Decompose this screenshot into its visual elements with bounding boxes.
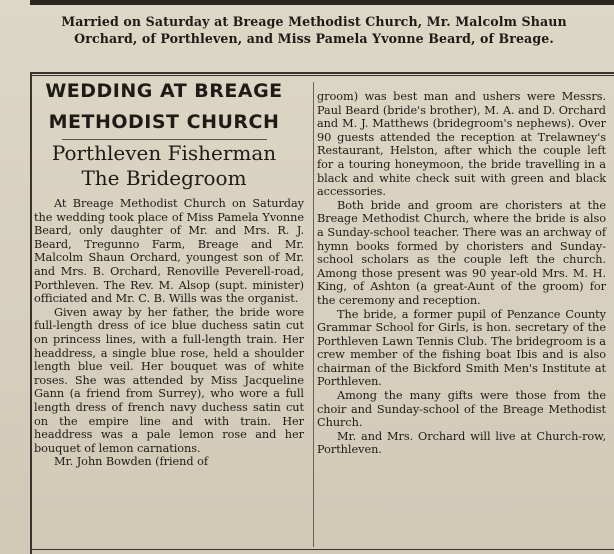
photo-caption: Married on Saturday at Breage Methodist Church, Mr. Malcolm Shaun Orchard, of Porthleven, and Miss Pamela Yvonne Beard, of Breage.	[61, 14, 567, 46]
column-divider	[313, 82, 314, 547]
subhead-line-1: Porthleven Fisherman	[51, 141, 277, 165]
subhead-line-2: The Bridegroom	[81, 166, 247, 190]
article-subheading	[35, 141, 293, 191]
headline-line-2: METHODIST CHURCH	[48, 111, 280, 133]
right-column	[317, 90, 606, 457]
left-paragraph-3: Mr. John Bowden (friend of	[54, 455, 209, 469]
top-border	[30, 0, 614, 5]
left-paragraph-2: Given away by her father, the bride wore full-length dress of ice blue duchess satin cut on princess lines, with a full-length train. Her headdress, a single blue rose, held a shoulder length blue veil. Her bouquet was of white roses. She was attended by Miss Jacqueline Gann (a friend from Surrey), who wore a full length dress of french navy duchess satin cut on the empire line and with train. Her headdress was a pale lemon rose and her bouquet of lemon carnations.	[34, 305, 304, 455]
left-paragraph-1: At Breage Methodist Church on Saturday the wedding took place of Miss Pamela Yvonne Beard, only daughter of Mr. and Mrs. R. J. Beard, Tregunno Farm, Breage and Mr. Malcolm Shaun Orchard, youngest son of Mr. and Mrs. B. Orchard, Renoville Peverell-road, Porthleven. The Rev. M. Alsop (supt. minister) officiated and Mr. C. B. Wills was the organist.	[34, 197, 304, 306]
left-border	[30, 72, 32, 554]
right-paragraph-2: Both bride and groom are choristers at the Breage Methodist Church, where the bride is also a Sunday-school teacher. There was an archway of hymn books formed by choristers and Sunday-school scholars as the couple left the church. Among those present was 90 year-old Mrs. M. H. King, of Ashton (a great-Aunt of the groom) for the ceremony and reception.	[317, 198, 606, 307]
headline-line-1: WEDDING AT BREAGE	[45, 80, 283, 102]
left-column	[34, 197, 304, 469]
caption-divider	[30, 72, 614, 74]
right-paragraph-1: groom) was best man and ushers were Messrs. Paul Beard (bride's brother), M. A. and D. Orchard and M. J. Matthews (bridegroom's nephews). Over 90 guests attended the reception at Trelawney's Restaurant, Helston, after which the couple left for a touring honeymoon, the bride travelling in a black and white check suit with green and black accessories.	[317, 90, 606, 199]
article-headline	[35, 76, 293, 138]
right-paragraph-4: Among the many gifts were those from the choir and Sunday-school of the Breage Methodist Church.	[317, 389, 606, 430]
right-paragraph-3: The bride, a former pupil of Penzance County Grammar School for Girls, is hon. secretary of the Porthleven Lawn Tennis Club. The bridegroom is a crew member of the fishing boat Ibis and is also chairman of the Bickford Smith Men's Institute at Porthleven.	[317, 307, 606, 389]
headline-divider	[62, 139, 267, 140]
bottom-border	[30, 549, 614, 550]
right-paragraph-5: Mr. and Mrs. Orchard will live at Church-row, Porthleven.	[317, 429, 606, 457]
